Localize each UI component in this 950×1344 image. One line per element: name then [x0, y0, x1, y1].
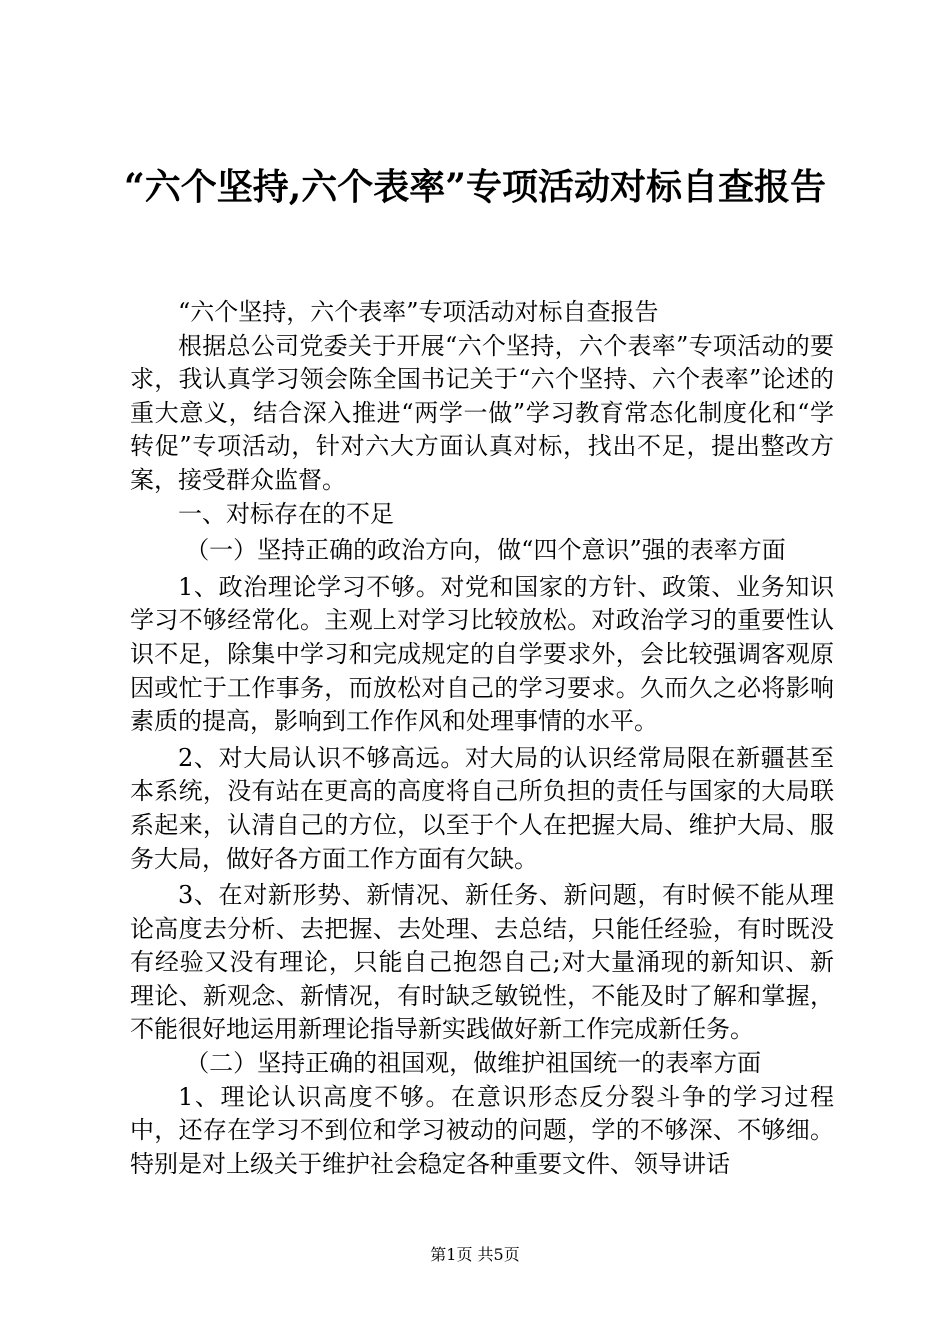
paragraph-item-4: 1、理论认识高度不够。在意识形态反分裂斗争的学习过程中，还存在学习不到位和学习被动的问题，学的不够深、不够细。特别是对上级关于维护社会稳定各种重要文件、领导讲话 — [130, 1082, 834, 1178]
paragraph-item-3: 3、在对新形势、新情况、新任务、新问题，有时候不能从理论高度去分析、去把握、去处理、去总结，只能任经验，有时既没有经验又没有理论，只能自己抱怨自己;对大量涌现的新知识、新理论、新观念、新情况，有时缺乏敏锐性，不能及时了解和掌握，不能很好地运用新理论指导新实践做好新工作完成新任务。 — [130, 881, 834, 1044]
paragraph-subtitle: “六个坚持，六个表率”专项活动对标自查报告 — [178, 298, 659, 326]
paragraph-item-2: 2、对大局认识不够高远。对大局的认识经常局限在新疆甚至本系统，没有站在更高的高度将自己所负担的责任与国家的大局联系起来，认清自己的方位，以至于个人在把握大局、维护大局、服务大局，做好各方面工作方面有欠缺。 — [130, 743, 834, 873]
subsection-heading-1: （一）坚持正确的政治方向，做“四个意识”强的表率方面 — [185, 536, 786, 565]
paragraph-intro: 根据总公司党委关于开展“六个坚持，六个表率”专项活动的要求，我认真学习领会陈全国书记关于“六个坚持、六个表率”论述的重大意义，结合深入推进“两学一做”学习教育常态化制度化和“学转促”专项活动，针对六大方面认真对标，找出不足，提出整改方案，接受群众监督。 — [130, 331, 834, 494]
section-heading-1: 一、对标存在的不足 — [178, 499, 394, 528]
document-title: “六个坚持,六个表率”专项活动对标自查报告 — [124, 166, 826, 208]
page-footer: 第1页 共5页 — [430, 1245, 520, 1264]
subsection-heading-2: （二）坚持正确的祖国观，做维护祖国统一的表率方面 — [185, 1049, 762, 1078]
document-body — [130, 296, 834, 1181]
paragraph-item-1: 1、政治理论学习不够。对党和国家的方针、政策、业务知识学习不够经常化。主观上对学习比较放松。对政治学习的重要性认识不足，除集中学习和完成规定的自学要求外，会比较强调客观原因或忙于工作事务，而放松对自己的学习要求。久而久之必将影响素质的提高，影响到工作作风和处理事情的水平。 — [130, 572, 834, 736]
